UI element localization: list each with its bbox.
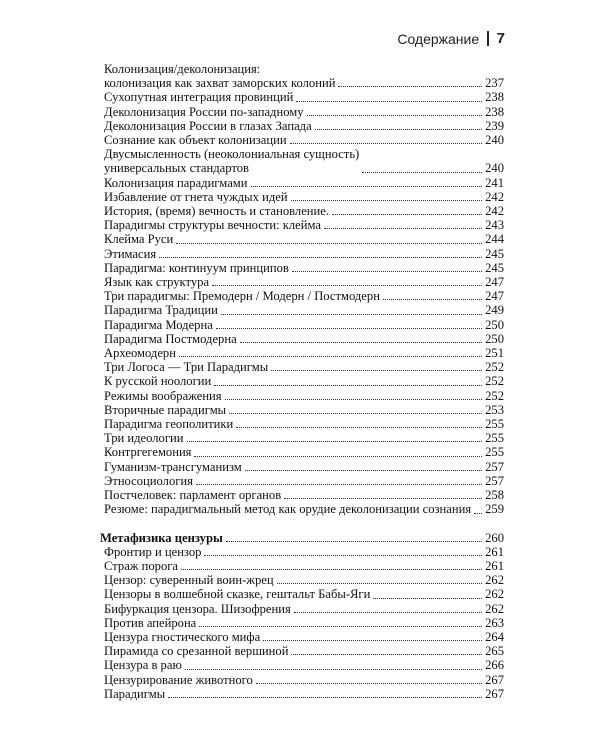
toc-entry[interactable] [100,559,504,573]
dot-leader [362,172,482,173]
dot-leader [179,356,482,357]
toc-entry-title: Цензура гностического мифа [104,629,261,644]
toc-entry[interactable] [100,431,504,445]
dot-leader [226,541,482,542]
dot-leader [284,498,482,499]
toc-entry-page: 238 [485,104,504,119]
toc-entry-page: 263 [485,615,504,630]
toc-entry-title: Парадигмы [104,686,166,701]
toc-entry[interactable] [100,488,504,502]
toc-entry-title: Против апейрона [104,615,197,630]
toc-entry-page: 253 [485,402,504,417]
toc-entry[interactable] [100,147,504,175]
toc-entry-title: Бифуркация цензора. Шизофрения [104,601,291,616]
dot-leader [214,385,482,386]
toc-entry[interactable] [100,232,504,246]
toc-entry-page: 264 [485,629,504,644]
toc-entry[interactable] [100,218,504,232]
toc-entry[interactable] [100,403,504,417]
toc-entry-page: 252 [485,388,504,403]
toc-entry-page: 241 [485,175,504,190]
dot-leader [221,314,482,315]
header-divider [487,31,489,46]
dot-leader [225,399,483,400]
dot-leader [263,640,482,641]
toc-entry[interactable] [100,289,504,303]
toc-entry-title: Парадигма: континуум принципов [104,260,289,275]
toc-entry[interactable] [100,374,504,388]
toc-entry-title: К русской ноологии [104,374,212,389]
toc-entry-title-line: универсальных стандартов [104,161,249,176]
dot-leader [199,626,482,627]
toc-entry[interactable] [100,460,504,474]
toc-entry-title: Цензура в раю [104,658,182,673]
dot-leader [307,115,483,116]
toc-entry[interactable] [100,346,504,360]
toc-entry-title: Метафизика цензуры [100,530,223,545]
toc-entry-title: Цензор: суверенный воин-жрец [104,573,274,588]
dot-leader [251,186,483,187]
dot-leader [194,456,482,457]
toc-entry-page: 257 [485,459,504,474]
toc-entry-page: 250 [485,331,504,346]
toc-entry[interactable] [100,119,504,133]
running-header-title: Содержание [397,30,480,47]
toc-entry[interactable] [100,474,504,488]
dot-leader [236,427,482,428]
dot-leader [290,143,483,144]
toc-entry[interactable] [100,360,504,374]
toc-entry-title: История, (время) вечность и становление. [104,204,330,219]
dot-leader [187,441,483,442]
toc-entry-page: 262 [485,587,504,602]
toc-entry-title: Резюме: парадигмальный метод как орудие деколонизации сознания [104,502,472,517]
toc-entry[interactable] [100,658,504,672]
dot-leader [212,285,482,286]
toc-entry[interactable] [100,502,504,516]
toc-entry-title: Деколонизация России в глазах Запада [104,118,312,133]
toc-entry-title: Сухопутная интеграция провинций [104,90,294,105]
dot-leader [338,86,482,87]
toc-entry-page: 265 [485,644,504,659]
toc-entry-page: 262 [485,601,504,616]
toc-entry-page: 242 [485,204,504,219]
toc-entry-page: 255 [485,417,504,432]
toc-entry-title: Режимы воображения [104,388,222,403]
toc-entry-page: 240 [485,133,504,148]
dot-leader [373,598,482,599]
toc-entry[interactable] [100,602,504,616]
toc-entry-page: 261 [485,544,504,559]
dot-leader [168,697,482,698]
table-of-contents [100,62,504,701]
toc-entry-title: Этносоциология [104,473,193,488]
dot-leader [291,654,482,655]
toc-entry-title: Парадигмы структуры вечности: клейма [104,218,321,233]
toc-entry-title [104,62,335,90]
toc-entry[interactable] [100,261,504,275]
toc-entry-page: 257 [485,473,504,488]
toc-entry-page: 249 [485,303,504,318]
toc-entry[interactable] [100,90,504,104]
toc-entry-title: Цензурирование животного [104,672,253,687]
toc-entry[interactable] [100,190,504,204]
dot-leader [271,370,482,371]
toc-entry-page: 244 [485,232,504,247]
toc-entry-title: Постчеловек: парламент органов [104,488,282,503]
dot-leader [176,243,482,244]
running-header [397,30,505,47]
toc-entry[interactable] [100,545,504,559]
toc-entry-page: 250 [485,317,504,332]
toc-entry[interactable] [100,105,504,119]
toc-entry-title: Три парадигмы: Премодерн / Модерн / Постмодерн [104,289,380,304]
toc-entry-title [104,147,359,175]
dot-leader [196,484,482,485]
toc-entry-title: Парадигма Постмодерна [104,331,237,346]
dot-leader [204,555,482,556]
toc-entry-page: 259 [485,502,505,517]
toc-entry-page: 267 [485,686,504,701]
page-number: 7 [496,30,505,47]
toc-entry-title: Цензоры в волшебной сказке, гештальт Бабы-Яги [104,587,371,602]
toc-entry[interactable] [100,318,504,332]
dot-leader [159,257,482,258]
toc-entry-title: Страж порога [104,558,179,573]
dot-leader [245,470,482,471]
toc-entry-title: Колонизация парадигмами [104,175,248,190]
toc-entry-page: 237 [485,76,504,91]
dot-leader [315,129,482,130]
toc-section-entry[interactable] [100,531,504,545]
toc-entry-title: Пирамида со срезанной вершиной [104,644,289,659]
toc-entry-title: Сознание как объект колонизации [104,133,287,148]
dot-leader [256,683,482,684]
toc-entry-title: Контргегемония [104,445,192,460]
toc-entry-page: 238 [485,90,504,105]
toc-entry-page: 245 [485,260,504,275]
toc-entry-title: Деколонизация России по-западному [104,104,304,119]
toc-entry[interactable] [100,445,504,459]
toc-entry-page: 266 [485,658,504,673]
toc-entry[interactable] [100,417,504,431]
dot-leader [240,342,482,343]
toc-entry-page: 245 [485,246,504,261]
toc-entry[interactable] [100,176,504,190]
dot-leader [292,271,482,272]
toc-entry-title: Три идеологии [104,431,184,446]
toc-entry[interactable] [100,673,504,687]
toc-entry-title: Этимасия [104,246,157,261]
toc-entry-title: Гуманизм-трансгуманизм [104,459,242,474]
toc-entry[interactable] [100,616,504,630]
dot-leader [474,513,482,514]
toc-entry-page: 255 [485,445,504,460]
toc-entry-title: Избавление от гнета чуждых идей [104,189,288,204]
toc-entry-page: 247 [485,289,504,304]
dot-leader [332,214,482,215]
dot-leader [181,569,482,570]
toc-entry[interactable] [100,332,504,346]
toc-entry-title: Три Логоса — Три Парадигмы [104,360,269,375]
toc-entry-page: 261 [485,558,504,573]
toc-entry-page: 251 [485,346,504,361]
toc-entry-page: 247 [485,275,504,290]
toc-entry-title: Клейма Руси [104,232,174,247]
toc-entry[interactable] [100,275,504,289]
toc-entry[interactable] [100,687,504,701]
dot-leader [185,669,482,670]
toc-entry[interactable] [100,62,504,90]
toc-entry-title: Парадигма Традиции [104,303,218,318]
toc-entry-title: Фронтир и цензор [104,544,202,559]
dot-leader [277,583,482,584]
toc-entry-page: 262 [485,573,504,588]
toc-entry-page: 242 [485,189,504,204]
toc-entry[interactable] [100,133,504,147]
toc-entry[interactable] [100,587,504,601]
toc-entry-page: 252 [485,360,504,375]
toc-entry-page: 255 [485,431,504,446]
toc-entry-title: Вторичные парадигмы [104,402,227,417]
dot-leader [296,101,482,102]
toc-entry[interactable] [100,303,504,317]
toc-entry-page: 239 [485,118,504,133]
toc-entry[interactable] [100,630,504,644]
toc-entry-page: 258 [485,488,504,503]
toc-entry-page: 267 [485,672,504,687]
toc-entry[interactable] [100,644,504,658]
toc-entry-title: Парадигма Модерна [104,317,213,332]
toc-entry-title: Парадигма геополитики [104,417,234,432]
dot-leader [291,200,483,201]
toc-entry-title-line: колонизация как захват заморских колоний [104,76,336,91]
toc-entry-title-line: Двусмысленность (неоколониальная сущность) [104,147,360,162]
toc-entry-page: 252 [485,374,504,389]
toc-entry-title: Археомодерн [104,346,176,361]
toc-entry[interactable] [100,389,504,403]
dot-leader [324,228,482,229]
toc-entry[interactable] [100,573,504,587]
toc-entry-page: 240 [485,161,504,176]
toc-entry-title: Язык как структура [104,275,210,290]
toc-entry[interactable] [100,247,504,261]
toc-entry-title-line: Колонизация/деколонизация: [104,62,261,76]
dot-leader [294,612,482,613]
dot-leader [216,328,482,329]
dot-leader [229,413,482,414]
toc-entry[interactable] [100,204,504,218]
dot-leader [383,299,482,300]
toc-entry-page: 260 [485,530,504,545]
toc-entry-page: 243 [485,218,504,233]
